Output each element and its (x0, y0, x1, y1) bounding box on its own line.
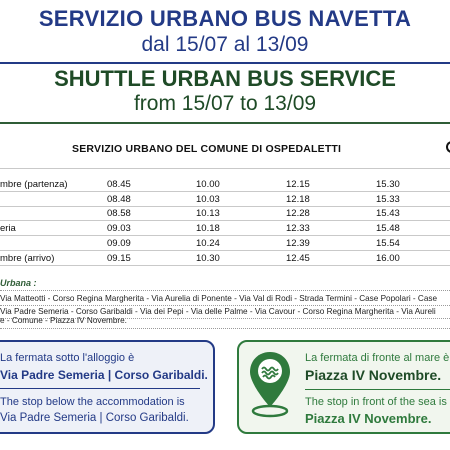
timetable-departure-time: 10.13 (196, 208, 220, 219)
timetable-departure-time: 08.48 (107, 194, 131, 205)
timetable-departure-time: 12.28 (286, 208, 310, 219)
title-divider (0, 62, 450, 64)
timetable-departure-time: 10.24 (196, 238, 220, 249)
route-line-1: Via Matteotti - Corso Regina Margherita - Via Aurelia di Ponente - Via Val di Rodi - Strada Termini - Case Popolari - Case (0, 294, 438, 303)
timetable-departure-time: 10.00 (196, 179, 220, 190)
header-divider (0, 122, 450, 124)
accommodation-stop-it-name: Via Padre Semeria | Corso Garibaldi. (0, 368, 208, 382)
route-line-2: Via Padre Semeria - Corso Garibaldi - Via dei Pepi - Via delle Palme - Via Cavour - Corso Regina Margherita - Via Aureli (0, 307, 436, 316)
seafront-stop-it-label: La fermata di fronte al mare è (305, 352, 450, 364)
box-divider (0, 388, 200, 389)
timetable-departure-time: 09.09 (107, 238, 131, 249)
accommodation-stop-en-label: The stop below the accommodation is (0, 396, 185, 408)
timetable-departure-time: 09.03 (107, 223, 131, 234)
route-label: Urbana : (0, 278, 37, 288)
cropped-logo-icon (446, 141, 450, 153)
seafront-stop-en-label: The stop in front of the sea is (305, 396, 447, 408)
timetable-departure-time: 15.33 (376, 194, 400, 205)
timetable-row-divider (0, 220, 450, 221)
timetable-stop-name: eria (0, 223, 16, 234)
seafront-stop-en-name: Piazza IV Novembre. (305, 411, 432, 426)
timetable-departure-time: 10.03 (196, 194, 220, 205)
accommodation-stop-en-name: Via Padre Semeria | Corso Garibaldi. (0, 412, 189, 424)
title-english-line1: SHUTTLE URBAN BUS SERVICE (54, 66, 396, 91)
title-italian-line1: SERVIZIO URBANO BUS NAVETTA (38, 6, 412, 31)
location-pin-sea-icon (245, 349, 295, 419)
timetable-departure-time: 15.48 (376, 223, 400, 234)
seafront-stop-it-name: Piazza IV Novembre. (305, 367, 442, 383)
timetable-departure-time: 12.18 (286, 194, 310, 205)
timetable-departure-time: 16.00 (376, 253, 400, 264)
timetable-row-divider (0, 206, 450, 207)
accommodation-stop-it-label: La fermata sotto l'alloggio è (0, 352, 135, 364)
timetable-departure-time: 15.30 (376, 179, 400, 190)
timetable-departure-time: 09.15 (107, 253, 131, 264)
timetable-departure-time: 08.45 (107, 179, 131, 190)
timetable-departure-time: 12.15 (286, 179, 310, 190)
title-italian-line2: dal 15/07 al 13/09 (141, 33, 309, 56)
route-line-3: e - Comune - Piazza IV Novembre. (0, 316, 127, 325)
timetable-heading: SERVIZIO URBANO DEL COMUNE DI OSPEDALETTI (72, 143, 342, 155)
timetable-stop-name: mbre (partenza) (0, 179, 68, 190)
timetable-row-divider (0, 235, 450, 236)
timetable-departure-time: 12.33 (286, 223, 310, 234)
timetable-departure-time: 12.39 (286, 238, 310, 249)
timetable-departure-time: 10.18 (196, 223, 220, 234)
route-divider (0, 290, 450, 291)
timetable-row-divider (0, 191, 450, 192)
box-divider (305, 389, 450, 390)
route-divider (0, 328, 450, 329)
timetable-row-divider (0, 250, 450, 251)
timetable-departure-time: 12.45 (286, 253, 310, 264)
timetable-departure-time: 08.58 (107, 208, 131, 219)
title-english-line2: from 15/07 to 13/09 (133, 92, 317, 115)
timetable-top-divider (0, 168, 450, 169)
timetable-departure-time: 15.43 (376, 208, 400, 219)
timetable-row-divider (0, 265, 450, 266)
timetable-departure-time: 15.54 (376, 238, 400, 249)
timetable-stop-name: mbre (arrivo) (0, 253, 55, 264)
route-divider (0, 305, 450, 306)
timetable-departure-time: 10.30 (196, 253, 220, 264)
stop-info-box-accommodation (0, 340, 215, 434)
